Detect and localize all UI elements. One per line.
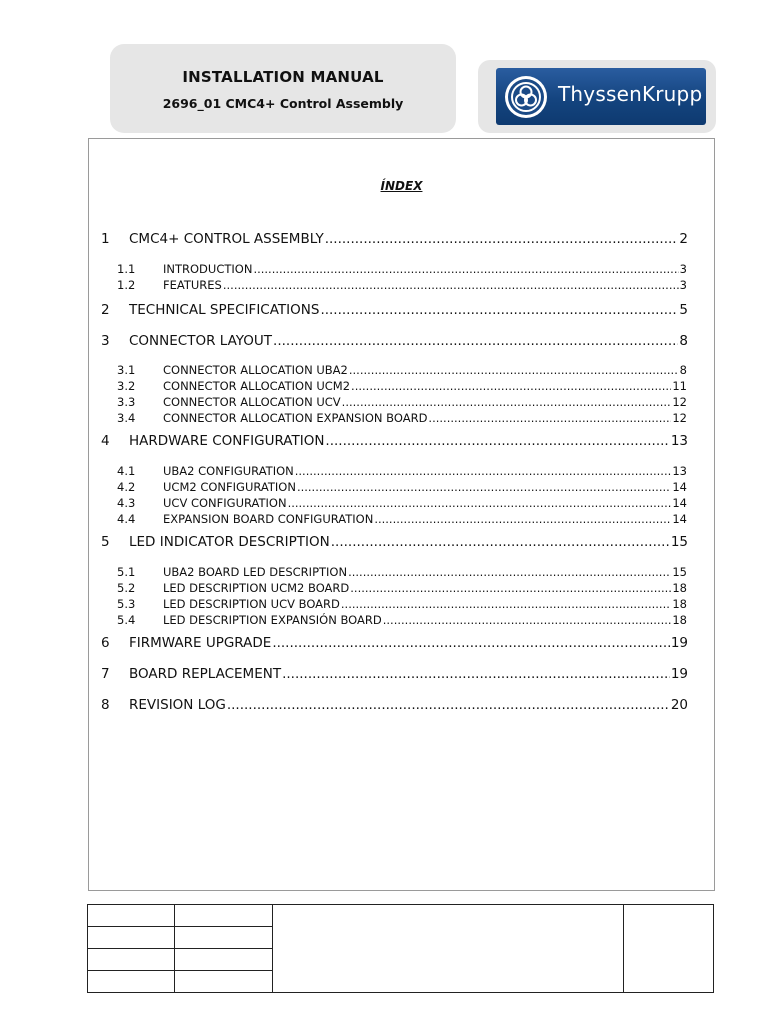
footer-cell — [175, 971, 273, 993]
toc-entry-page: 14 — [672, 512, 687, 526]
toc-entry-page: 19 — [670, 635, 688, 651]
toc-leader-dots — [428, 411, 671, 425]
toc-entry-label: CONNECTOR ALLOCATION UCM2 — [163, 379, 351, 393]
toc-entry-page: 18 — [672, 581, 687, 595]
toc-leader-dots — [342, 395, 672, 409]
document-subtitle: 2696_01 CMC4+ Control Assembly — [162, 96, 404, 111]
toc-entry[interactable] — [117, 581, 687, 595]
toc-entry[interactable] — [101, 333, 688, 349]
toc-entry-label: UCV CONFIGURATION — [163, 496, 287, 510]
toc-leader-dots — [351, 379, 671, 393]
toc-entry[interactable] — [117, 597, 687, 611]
toc-entry[interactable] — [117, 613, 687, 627]
toc-entry-label: CONNECTOR LAYOUT — [129, 333, 273, 349]
toc-entry-page: 14 — [672, 496, 687, 510]
toc-entry-label: INTRODUCTION — [163, 262, 253, 276]
toc-entry-label: UCM2 CONFIGURATION — [163, 480, 296, 494]
toc-entry-number: 7 — [101, 666, 110, 682]
toc-entry[interactable] — [117, 480, 687, 494]
toc-entry[interactable] — [101, 697, 688, 713]
toc-leader-dots — [341, 597, 671, 611]
footer-cell — [175, 949, 273, 971]
toc-entry-number: 5.3 — [117, 597, 136, 611]
toc-entry-page: 12 — [672, 395, 687, 409]
toc-entry[interactable] — [117, 278, 687, 292]
footer-cell — [175, 927, 273, 949]
toc-entry-number: 5 — [101, 534, 110, 550]
toc-entry-number: 3.3 — [117, 395, 136, 409]
toc-leader-dots — [350, 581, 671, 595]
toc-entry[interactable] — [101, 433, 688, 449]
toc-entry-label: CMC4+ CONTROL ASSEMBLY — [129, 231, 324, 247]
toc-entry-page: 18 — [672, 613, 687, 627]
toc-entry-label: LED INDICATOR DESCRIPTION — [129, 534, 330, 550]
toc-entry-number: 8 — [101, 697, 110, 713]
toc-leader-dots — [273, 333, 678, 349]
toc-leader-dots — [349, 363, 679, 377]
toc-entry[interactable] — [101, 231, 688, 247]
toc-entry-number: 3.1 — [117, 363, 136, 377]
toc-entry[interactable] — [117, 496, 687, 510]
footer-cell — [88, 927, 175, 949]
toc-entry-page: 8 — [679, 363, 687, 377]
footer-cell — [88, 905, 175, 927]
toc-entry-label: FEATURES — [163, 278, 222, 292]
toc-entry-label: HARDWARE CONFIGURATION — [129, 433, 325, 449]
logo-container — [478, 60, 716, 133]
toc-entry-number: 5.4 — [117, 613, 136, 627]
toc-entry-label: FIRMWARE UPGRADE — [129, 635, 272, 651]
toc-leader-dots — [282, 666, 670, 682]
toc-leader-dots — [320, 302, 678, 318]
toc-entry-number: 1.2 — [117, 278, 136, 292]
toc-entry-page: 3 — [679, 278, 687, 292]
toc-entry-page: 15 — [670, 534, 688, 550]
toc-entry-number: 6 — [101, 635, 110, 651]
toc-leader-dots — [374, 512, 671, 526]
document-title: INSTALLATION MANUAL — [182, 68, 384, 86]
toc-entry-label: BOARD REPLACEMENT — [129, 666, 282, 682]
toc-entry-label: LED DESCRIPTION UCM2 BOARD — [163, 581, 350, 595]
toc-leader-dots — [288, 496, 672, 510]
toc-entry-page: 14 — [672, 480, 687, 494]
toc-leader-dots — [325, 433, 669, 449]
toc-entry[interactable] — [117, 411, 687, 425]
toc-entry[interactable] — [117, 379, 687, 393]
toc-entry-label: REVISION LOG — [129, 697, 226, 713]
toc-leader-dots — [253, 262, 678, 276]
toc-entry-page: 15 — [672, 565, 687, 579]
toc-entry[interactable] — [101, 666, 688, 682]
toc-leader-dots — [295, 464, 672, 478]
thyssenkrupp-logo — [496, 68, 706, 125]
toc-entry[interactable] — [101, 534, 688, 550]
logo-wordmark: ThyssenKrupp — [558, 82, 703, 106]
toc-entry[interactable] — [117, 395, 687, 409]
footer-table — [87, 904, 714, 993]
toc-entry[interactable] — [101, 635, 688, 651]
toc-leader-dots — [227, 697, 670, 713]
toc-entry-page: 3 — [679, 262, 687, 276]
toc-entry[interactable] — [117, 363, 687, 377]
toc-entry-label: UBA2 CONFIGURATION — [163, 464, 294, 478]
toc-entry[interactable] — [101, 302, 688, 318]
toc-entry[interactable] — [117, 565, 687, 579]
toc-entry-number: 1 — [101, 231, 110, 247]
thyssenkrupp-emblem-icon — [503, 74, 549, 120]
toc-leader-dots — [348, 565, 671, 579]
toc-entry-page: 8 — [679, 333, 688, 349]
toc-entry[interactable] — [117, 512, 687, 526]
toc-entry-page: 13 — [672, 464, 687, 478]
toc-entry-page: 5 — [679, 302, 688, 318]
toc-entry-label: LED DESCRIPTION UCV BOARD — [163, 597, 340, 611]
toc-entry-label: CONNECTOR ALLOCATION UBA2 — [163, 363, 348, 377]
toc-entry-number: 5.2 — [117, 581, 136, 595]
toc-entry-page: 13 — [670, 433, 688, 449]
toc-leader-dots — [325, 231, 679, 247]
document-header — [110, 44, 456, 133]
toc-entry-number: 3.4 — [117, 411, 136, 425]
toc-entry-number: 1.1 — [117, 262, 136, 276]
toc-entry-number: 5.1 — [117, 565, 136, 579]
toc-entry-page: 19 — [670, 666, 688, 682]
toc-entry-number: 4.3 — [117, 496, 136, 510]
index-page-frame — [88, 138, 715, 891]
toc-entry-label: CONNECTOR ALLOCATION EXPANSION BOARD — [163, 411, 428, 425]
toc-entry-page: 11 — [672, 379, 687, 393]
toc-leader-dots — [297, 480, 671, 494]
toc-entry-label: EXPANSION BOARD CONFIGURATION — [163, 512, 374, 526]
footer-cell — [88, 949, 175, 971]
toc-entry-page: 2 — [679, 231, 688, 247]
toc-entry-label: TECHNICAL SPECIFICATIONS — [129, 302, 320, 318]
footer-cell — [624, 905, 714, 993]
toc-leader-dots — [383, 613, 672, 627]
toc-entry-number: 3 — [101, 333, 110, 349]
toc-leader-dots — [272, 635, 670, 651]
toc-entry[interactable] — [117, 262, 687, 276]
footer-cell — [175, 905, 273, 927]
toc-leader-dots — [223, 278, 679, 292]
footer-cell — [88, 971, 175, 993]
toc-entry-page: 18 — [672, 597, 687, 611]
index-title: ÍNDEX — [380, 179, 423, 193]
toc-entry-page: 12 — [672, 411, 687, 425]
toc-leader-dots — [331, 534, 670, 550]
toc-entry-number: 4.2 — [117, 480, 136, 494]
footer-cell — [273, 905, 624, 993]
toc-entry-label: UBA2 BOARD LED DESCRIPTION — [163, 565, 348, 579]
toc-entry-label: CONNECTOR ALLOCATION UCV — [163, 395, 341, 409]
toc-entry-number: 2 — [101, 302, 110, 318]
toc-entry-label: LED DESCRIPTION EXPANSIÓN BOARD — [163, 613, 382, 627]
toc-entry-page: 20 — [670, 697, 688, 713]
toc-entry-number: 4.1 — [117, 464, 136, 478]
toc-entry-number: 4 — [101, 433, 110, 449]
toc-entry[interactable] — [117, 464, 687, 478]
toc-entry-number: 4.4 — [117, 512, 136, 526]
toc-entry-number: 3.2 — [117, 379, 136, 393]
